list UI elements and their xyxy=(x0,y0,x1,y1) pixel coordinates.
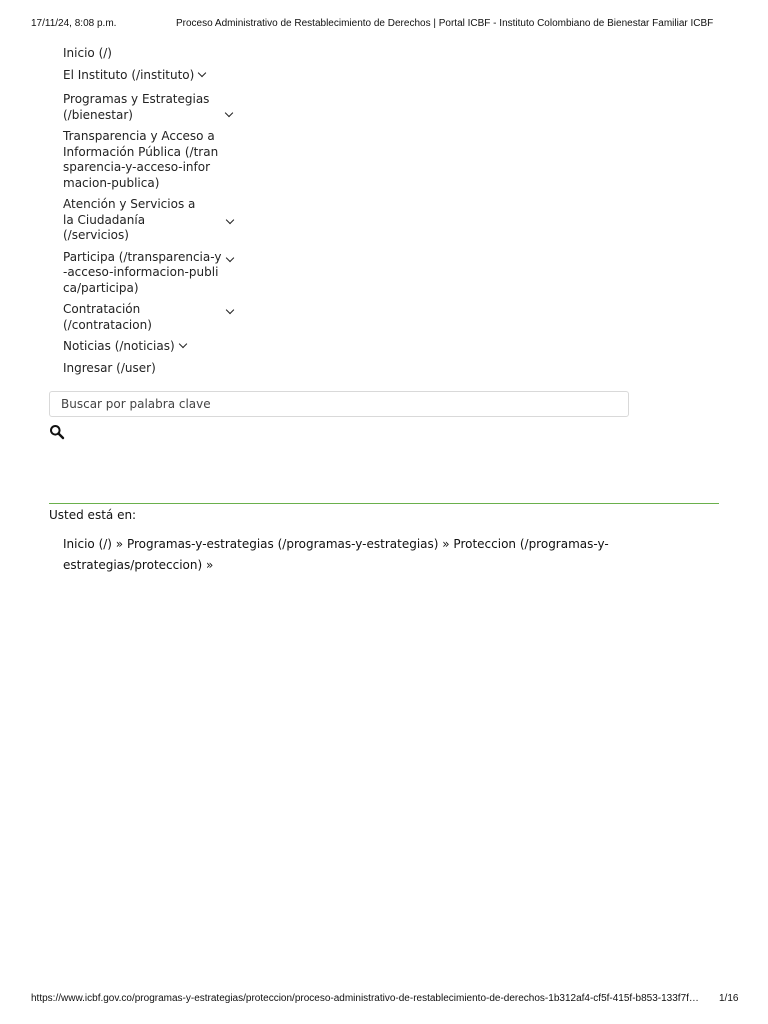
nav-item-instituto[interactable] xyxy=(63,68,253,84)
nav-item-transparencia[interactable] xyxy=(63,129,253,191)
print-page-title: Proceso Administrativo de Restablecimiento de Derechos | Portal ICBF - Instituto Colombiano de Bienestar Familiar ICBF xyxy=(176,18,714,29)
nav-item-label[interactable]: Programas y Estrategias (/bienestar) xyxy=(63,92,210,122)
nav-item-participa[interactable] xyxy=(63,250,253,297)
chevron-down-icon[interactable] xyxy=(178,340,186,348)
nav-item-servicios[interactable] xyxy=(63,197,253,244)
nav-item-label[interactable]: Contratación (/contratacion) xyxy=(63,302,152,332)
nav-item-contratacion[interactable] xyxy=(63,302,253,333)
nav-item-label[interactable]: Ingresar (/user) xyxy=(63,360,156,375)
nav-item-ingresar[interactable] xyxy=(63,361,253,377)
search-icon[interactable] xyxy=(49,424,65,440)
breadcrumb-label: Usted está en: xyxy=(49,508,137,522)
section-divider xyxy=(49,503,719,504)
breadcrumb[interactable]: Inicio (/) » Programas-y-estrategias (/programas-y-estrategias) » Proteccion (/programas-y-estrategias/proteccion) » xyxy=(63,537,609,572)
chevron-down-icon[interactable] xyxy=(226,306,234,314)
nav-item-inicio[interactable] xyxy=(63,46,253,62)
nav-item-label[interactable]: Participa (/transparencia-y-acceso-informacion-publica/participa) xyxy=(63,249,222,295)
main-nav xyxy=(63,46,253,382)
chevron-down-icon[interactable] xyxy=(226,216,234,224)
page-number: 1/16 xyxy=(719,993,739,1004)
chevron-down-icon[interactable] xyxy=(225,108,233,116)
search-button[interactable] xyxy=(49,424,67,444)
search-input[interactable] xyxy=(49,391,629,417)
chevron-down-icon[interactable] xyxy=(198,68,206,76)
nav-item-label[interactable]: Noticias (/noticias) xyxy=(63,339,175,353)
nav-item-programas[interactable] xyxy=(63,92,253,123)
nav-item-noticias[interactable] xyxy=(63,339,253,355)
print-date: 17/11/24, 8:08 p.m. xyxy=(31,18,117,29)
chevron-down-icon[interactable] xyxy=(226,253,234,261)
nav-item-label[interactable]: El Instituto (/instituto) xyxy=(63,67,195,82)
print-url: https://www.icbf.gov.co/programas-y-estrategias/proteccion/proceso-administrativo-de-restablecimiento-de-derechos-1b312af4-cf5f-415f-b853-133f7f… xyxy=(31,993,699,1004)
nav-item-label[interactable]: Transparencia y Acceso a Información Pública (/transparencia-y-acceso-informacion-publica) xyxy=(63,129,219,190)
nav-item-label[interactable]: Inicio (/) xyxy=(63,46,112,60)
nav-item-label[interactable]: Atención y Servicios a la Ciudadanía (/servicios) xyxy=(63,197,196,242)
